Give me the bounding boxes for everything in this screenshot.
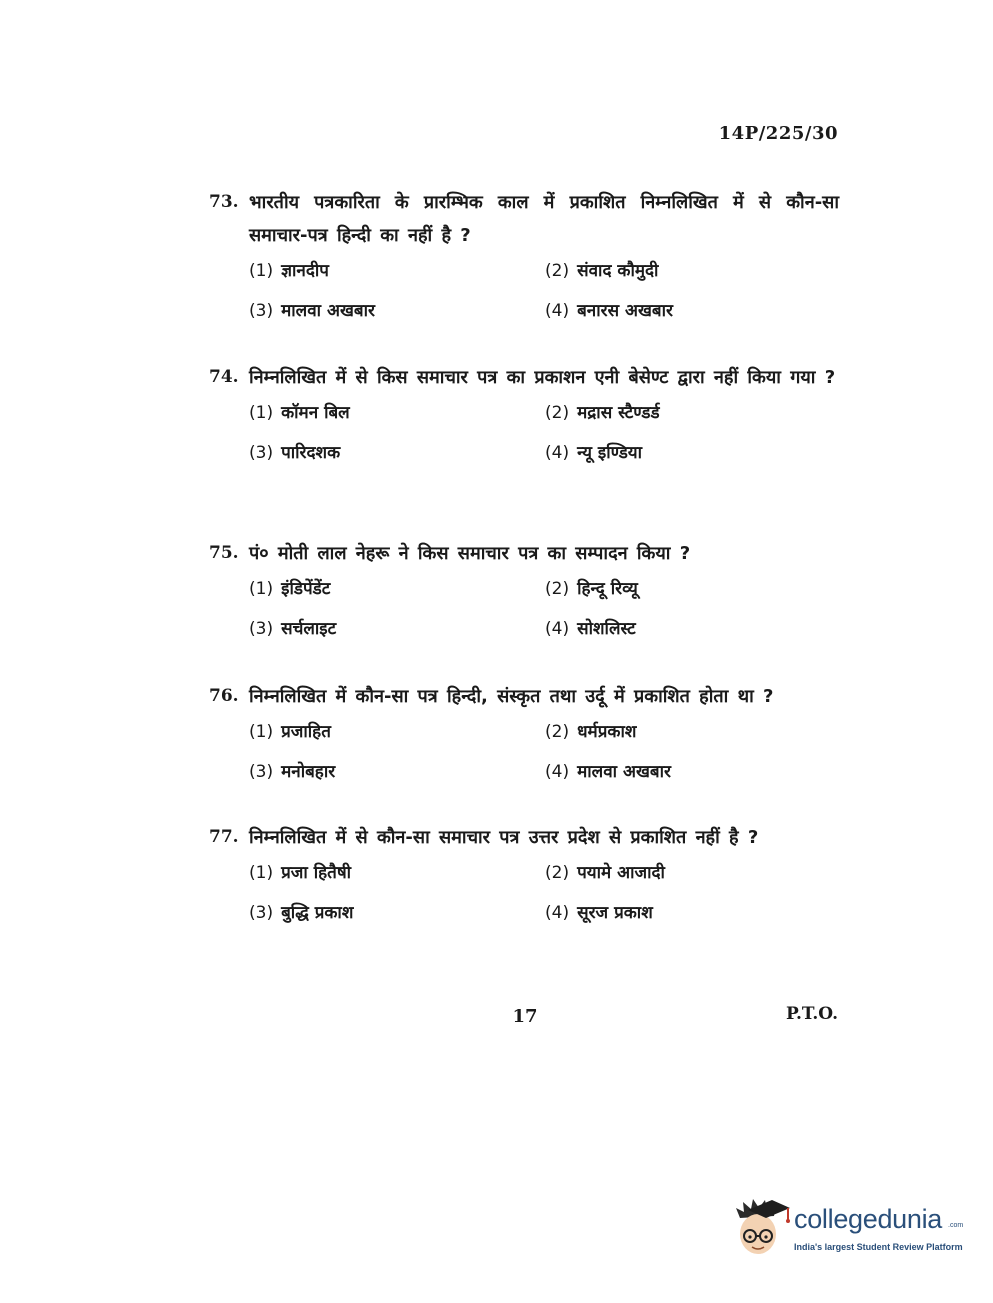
option-2[interactable] bbox=[545, 576, 638, 599]
question-stem bbox=[209, 186, 839, 252]
option-text: मालवा अखबार bbox=[281, 301, 375, 321]
question-number: 73. bbox=[209, 192, 239, 212]
option-3[interactable] bbox=[249, 759, 335, 782]
option-2[interactable] bbox=[545, 860, 665, 883]
option-label: (1) bbox=[249, 403, 274, 423]
option-4[interactable] bbox=[545, 616, 636, 639]
option-label: (2) bbox=[545, 403, 570, 423]
option-label: (4) bbox=[545, 301, 570, 321]
option-text: सर्चलाइट bbox=[281, 619, 337, 639]
option-label: (3) bbox=[249, 762, 274, 782]
option-4[interactable] bbox=[545, 440, 642, 463]
option-label: (3) bbox=[249, 301, 274, 321]
option-text: पयामे आजादी bbox=[577, 863, 665, 883]
option-1[interactable] bbox=[249, 860, 351, 883]
question-number: 77. bbox=[209, 827, 239, 847]
option-label: (2) bbox=[545, 579, 570, 599]
option-label: (4) bbox=[545, 903, 570, 923]
option-label: (3) bbox=[249, 619, 274, 639]
option-text: सूरज प्रकाश bbox=[577, 903, 653, 923]
question-77 bbox=[209, 821, 839, 940]
option-text: इंडिपेंडेंट bbox=[281, 579, 331, 599]
option-text: प्रजाहित bbox=[281, 722, 331, 742]
option-label: (3) bbox=[249, 443, 274, 463]
option-3[interactable] bbox=[249, 440, 340, 463]
option-text: प्रजा हितैषी bbox=[281, 863, 352, 883]
page-number: 17 bbox=[512, 1006, 538, 1027]
option-2[interactable] bbox=[545, 400, 660, 423]
option-text: मद्रास स्टैण्डर्ड bbox=[577, 403, 660, 423]
question-number: 74. bbox=[209, 367, 239, 387]
options-list bbox=[209, 576, 839, 656]
question-stem bbox=[209, 361, 839, 394]
option-label: (2) bbox=[545, 722, 570, 742]
collegedunia-watermark bbox=[734, 1196, 964, 1266]
pto-label: P.T.O. bbox=[786, 1004, 838, 1024]
option-label: (1) bbox=[249, 579, 274, 599]
option-text: कॉमन बिल bbox=[281, 403, 350, 423]
option-label: (2) bbox=[545, 261, 570, 281]
option-text: न्यू इण्डिया bbox=[577, 443, 643, 463]
option-label: (4) bbox=[545, 619, 570, 639]
option-1[interactable] bbox=[249, 258, 329, 281]
question-number: 75. bbox=[209, 543, 239, 563]
option-text: धर्मप्रकाश bbox=[577, 722, 637, 742]
question-number: 76. bbox=[209, 686, 239, 706]
option-label: (3) bbox=[249, 903, 274, 923]
option-text: बनारस अखबार bbox=[577, 301, 673, 321]
options-list bbox=[209, 400, 839, 480]
options-list bbox=[209, 258, 839, 338]
question-stem bbox=[209, 821, 839, 854]
option-label: (1) bbox=[249, 722, 274, 742]
question-73 bbox=[209, 186, 839, 338]
option-label: (4) bbox=[545, 762, 570, 782]
question-76 bbox=[209, 680, 839, 799]
option-3[interactable] bbox=[249, 298, 375, 321]
question-74 bbox=[209, 361, 839, 480]
question-stem bbox=[209, 537, 839, 570]
paper-code: 14P/225/30 bbox=[718, 123, 838, 144]
option-3[interactable] bbox=[249, 616, 336, 639]
brand-suffix: .com bbox=[948, 1222, 964, 1229]
option-2[interactable] bbox=[545, 719, 636, 742]
option-label: (2) bbox=[545, 863, 570, 883]
option-label: (1) bbox=[249, 863, 274, 883]
question-75 bbox=[209, 537, 839, 656]
option-4[interactable] bbox=[545, 298, 673, 321]
option-text: हिन्दू रिव्यू bbox=[577, 579, 638, 599]
option-text: संवाद कौमुदी bbox=[577, 261, 659, 281]
question-text: निम्नलिखित में से किस समाचार पत्र का प्रकाशन एनी बेसेण्ट द्वारा नहीं किया गया ? bbox=[249, 367, 836, 388]
option-2[interactable] bbox=[545, 258, 658, 281]
option-label: (1) bbox=[249, 261, 274, 281]
brand-name: collegedunia bbox=[794, 1204, 943, 1234]
option-text: पारिदशक bbox=[281, 443, 341, 463]
question-stem bbox=[209, 680, 839, 713]
option-1[interactable] bbox=[249, 576, 330, 599]
question-text: भारतीय पत्रकारिता के प्रारम्भिक काल में प्रकाशित निम्नलिखित में से कौन-सा समाचार-पत्र हिन्दी का नहीं है ? bbox=[249, 192, 839, 246]
option-1[interactable] bbox=[249, 400, 350, 423]
option-3[interactable] bbox=[249, 900, 353, 923]
option-text: ज्ञानदीप bbox=[281, 261, 329, 281]
option-4[interactable] bbox=[545, 900, 653, 923]
question-text: निम्नलिखित में कौन-सा पत्र हिन्दी, संस्कृत तथा उर्दू में प्रकाशित होता था ? bbox=[249, 686, 774, 707]
options-list bbox=[209, 719, 839, 799]
student-mascot-icon bbox=[734, 1196, 790, 1258]
option-label: (4) bbox=[545, 443, 570, 463]
option-text: सोशलिस्ट bbox=[577, 619, 636, 639]
brand-tagline: India's largest Student Review Platform bbox=[794, 1242, 963, 1252]
options-list bbox=[209, 860, 839, 940]
option-1[interactable] bbox=[249, 719, 331, 742]
question-text: पं० मोती लाल नेहरू ने किस समाचार पत्र का सम्पादन किया ? bbox=[249, 543, 691, 564]
question-text: निम्नलिखित में से कौन-सा समाचार पत्र उत्तर प्रदेश से प्रकाशित नहीं है ? bbox=[249, 827, 759, 848]
option-text: मनोबहार bbox=[281, 762, 336, 782]
option-text: बुद्धि प्रकाश bbox=[281, 903, 354, 923]
option-text: मालवा अखबार bbox=[577, 762, 671, 782]
option-4[interactable] bbox=[545, 759, 671, 782]
